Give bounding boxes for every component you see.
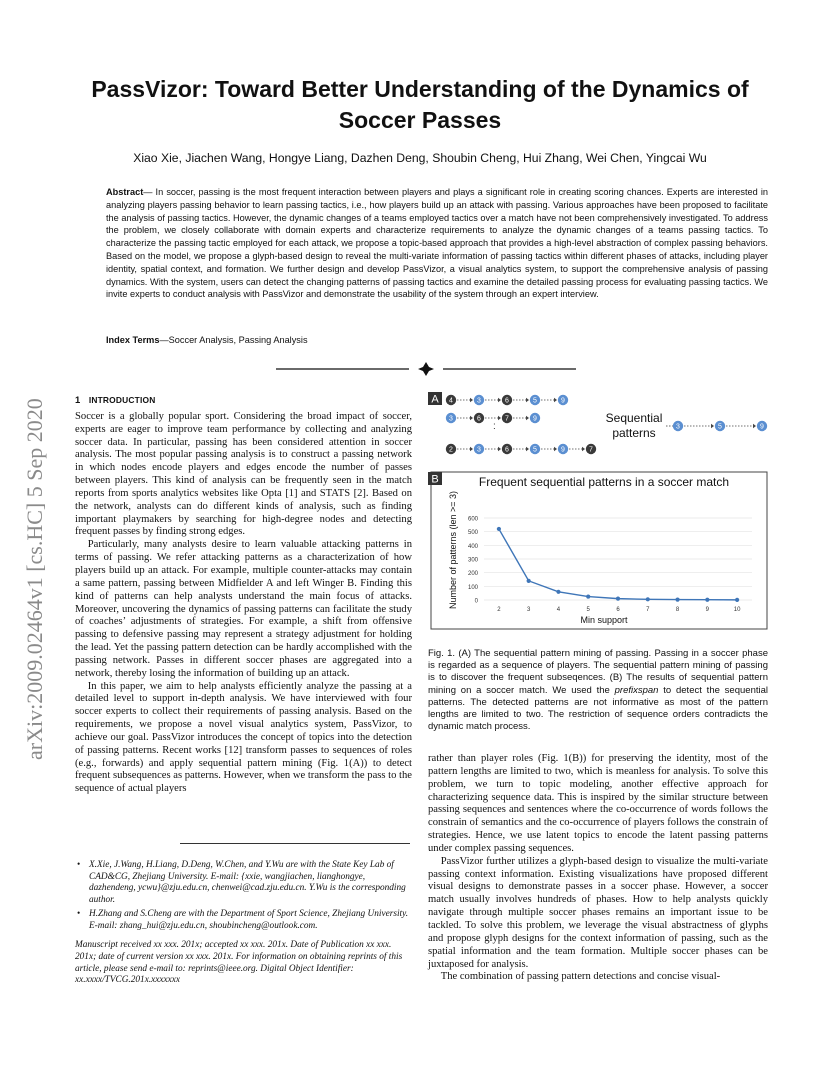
index-terms-label: Index Terms [106, 335, 160, 345]
player-node-label: 2 [449, 446, 453, 454]
x-tick-label: 9 [705, 607, 710, 613]
y-tick-label: 500 [467, 530, 478, 537]
y-tick-label: 600 [467, 516, 478, 523]
x-tick-label: 4 [556, 607, 561, 613]
section-title: INTRODUCTION [88, 395, 156, 405]
paragraph: rather than player roles (Fig. 1(B)) for preserving the identity, most of the pattern lengths are limited to two, which is meanless for analysis. To solve this problem, we turn to topic modeling, another effective approach for characterizing sequence data. This is inspired by the similar structure between passing sequences and sentences where the co-occurrence of words follows the constrain of semantics and the co-occurrence of players follows the constrain of strategies. Hence, we use latent topics to encode the latent passing patterns under complex passing sequences. [428, 753, 768, 854]
panel-a-label: A [431, 393, 439, 406]
player-node-label: 5 [533, 397, 537, 405]
footnote-affiliation: • H.Zhang and S.Cheng are with the Department of Sport Science, Zhejiang University. E-mail: zhang_hui@zju.edu.cn, shoubincheng@outlook.com. [75, 909, 412, 932]
y-tick-label: 300 [467, 557, 478, 564]
arrowhead [753, 424, 756, 428]
player-node-label: 6 [505, 446, 509, 454]
paragraph: The combination of passing pattern detections and concise visual- [440, 971, 721, 983]
paper-title: PassVizor: Toward Better Understanding of the Dynamics of Soccer Passes [91, 76, 749, 133]
arrowhead [711, 424, 714, 428]
pattern-node-label: 3 [676, 423, 680, 431]
arrowhead [526, 447, 529, 451]
data-point [616, 597, 620, 601]
arrowhead [526, 398, 529, 402]
section-heading [75, 394, 412, 407]
y-tick-label: 0 [474, 598, 478, 605]
player-node-label: 9 [561, 397, 565, 405]
paragraph: Particularly, many analysts desire to learn valuable attacking patterns in terms of passing. We refer attacking patterns as a characterization of how players build up an attack. For example, multiple counter-attacks may contain a same pattern, passing between Midfielder A and left Winger B. Finding this kind of patterns can help analysts understand the main focus of attacks. Moreover, uncovering the dynamics of passing patterns can facilitate the study of coaches’ adjustments of strategies. For example, a shift from offensive passing to defensive passing may represent a strategy adjustment for holding the lead. Yet the passing pattern detection can be hardly accomplished with the passing network. Passes in different soccer phases are aggregated into a network, thereby losing the information of building up an attack. [75, 539, 412, 679]
arxiv-id-text: arXiv:2009.02464v1 [cs.HC] 5 Sep 2020 [22, 398, 47, 760]
sequential-label: Sequential [605, 411, 663, 425]
arrowhead [554, 398, 557, 402]
player-node-label: 5 [533, 446, 537, 454]
panel-b [428, 472, 767, 629]
player-node-label: 6 [477, 415, 481, 423]
arrowhead [498, 398, 501, 402]
arxiv-identifier [10, 290, 54, 770]
index-terms-text: —Soccer Analysis, Passing Analysis [159, 335, 308, 345]
data-point [556, 590, 560, 594]
x-tick-label: 3 [526, 607, 531, 613]
x-tick-label: 8 [675, 607, 680, 613]
data-point [586, 594, 590, 598]
paragraph: PassVizor further utilizes a glyph-based design to visualize the multi-variate passing context information. Existing visualizations have proposed different visual designs to demonstrate passes in a soccer phase. However, a soccer match usually involves hundreds of phases. How to help analysts quickly navigate through multiple soccer phases remains an important issue to be tackled. To solve this problem, we leverage the visual abstractness of glyphs and propose glyph designs for the context information of passing, such as the spatial information and the team formation. Multiple soccer phases can be juxtaposed for analysis. [428, 855, 768, 970]
player-node-label: 3 [477, 397, 481, 405]
figure-1 [428, 392, 768, 632]
y-axis-label: Number of patterns (len >= 3) [448, 490, 458, 610]
index-terms [106, 334, 768, 347]
data-point [735, 598, 739, 602]
y-tick-label: 100 [467, 584, 478, 591]
data-point [705, 598, 709, 602]
panel-b-frame [431, 472, 767, 629]
author-list: Xiao Xie, Jiachen Wang, Hongye Liang, Dazhen Deng, Shoubin Cheng, Hui Zhang, Wei Chen, Yingcai Wu [133, 151, 707, 165]
arrowhead [470, 398, 473, 402]
x-tick-label: 6 [616, 607, 620, 613]
footnotes [75, 860, 412, 987]
y-tick-label: 200 [467, 571, 478, 578]
caption-italic: prefixspan [614, 684, 659, 696]
footnote-affiliation: • X.Xie, J.Wang, H.Liang, D.Deng, W.Chen, and Y.Wu are with the State Key Lab of CAD&CG, Zhejiang University. E-mail: {xxie, wangjiachen, lianghongye, dazhendeng, ycwu}@zju.edu.cn, chenwei@cad.zju.edu.cn. Y.Wu is the corresponding author. [75, 860, 412, 907]
player-node-label: 7 [505, 415, 509, 423]
figure-caption [428, 648, 768, 733]
section-number: 1 [75, 394, 81, 405]
arrowhead [526, 416, 529, 420]
footnote-rule [180, 843, 410, 844]
paragraph: Soccer is a globally popular sport. Considering the broad impact of soccer, experts are eager to improve team performance by collecting and analyzing soccer data. In particular, passing has been considered attention in soccer analysis. The most popular passing analysis is to construct a passing network in which nodes encode players and edges encode the number of passes between players. This kind of analysis can be frequently seen in the match reports from sports analytics websites like Opta [1] and STATS [2]. Based on the network, analysts can do different kinds of analysis, such as finding important playmakers by searching for high-degree nodes and detecting frequent passes by finding strong edges. [75, 410, 412, 538]
pattern-node-label: 5 [718, 423, 722, 431]
left-column [75, 394, 412, 796]
arrowhead [582, 447, 585, 451]
data-point [646, 597, 650, 601]
player-node-label: 9 [561, 446, 565, 454]
ellipsis: : [493, 421, 496, 432]
section-divider [276, 362, 576, 376]
panel-b-label: B [431, 473, 439, 486]
right-column [428, 753, 768, 984]
player-node-label: 4 [449, 397, 453, 405]
player-node-label: 3 [449, 415, 453, 423]
chart-title: Frequent sequential patterns in a soccer match [478, 475, 730, 489]
x-tick-label: 2 [497, 607, 501, 613]
pattern-node-label: 9 [760, 423, 764, 431]
abstract [106, 186, 768, 301]
caption-text-end: to detect the sequential patterns. The detected patterns are not informative as most of the pattern lengths are limited to two. The restriction of sequence orders contradicts the dynamic match process. [428, 684, 768, 733]
abstract-text: — In soccer, passing is the most frequent interaction between players and plays a significant role in creating scoring chances. Experts are interested in analyzing players passing behavior to learn passing tactics, i.e., how players build up an attack with passing. Various approaches have been proposed to facilitate the analysis of passing tactics. However, the dynamic changes of a teams employed tactics over a match have not been comprehensively investigated. To address the problem, we closely collaborate with domain experts and characterize requirements to analyze the dynamic changes of a teams passing tactics. To characterize the passing tactic employed for each attack, we propose a topic-based approach that provides a high-level abstraction of complex passing behaviors. Based on the model, we propose a glyph-based design to reveal the multi-variate information of passing tactics within different phases of attacks, including player identity, spatial context, and formation. We further design and develop PassVizor, a visual analytics system, to support the comprehensive analysis of passing dynamics. With the system, users can detect the changing patterns of passing tactics and examine the detailed passing process for evaluating passing tactics. We invite experts to conduct analysis with PassVizor and demonstrate the usability of the system through an expert interview. [106, 187, 768, 300]
abstract-label: Abstract [106, 187, 144, 197]
player-node-label: 6 [505, 397, 509, 405]
arrowhead [554, 447, 557, 451]
player-node-label: 9 [533, 415, 537, 423]
caption-text: Fig. 1. (A) The sequential pattern mining of passing. Passing in a soccer phase is regarded as a sequence of players. The sequential pattern mining of passing is to discover the frequent subseqences. (B) The results of sequential pattern mining on a soccer match. We used the [428, 648, 768, 696]
series-line [499, 529, 737, 600]
x-tick-label: 7 [646, 607, 650, 613]
data-point [675, 597, 679, 601]
x-tick-label: 5 [586, 607, 590, 613]
arrowhead [470, 416, 473, 420]
panel-a [428, 392, 767, 454]
manuscript-info: Manuscript received xx xxx. 201x; accepted xx xxx. 201x. Date of Publication xx xxx. 201x; date of current version xx xxx. 201x. For information on obtaining reprints of this article, please send e-mail to: reprints@ieee.org. Digital Object Identifier: xx.xxxx/TVCG.201x.xxxxxxx [75, 940, 403, 986]
x-axis-label: Min support [580, 615, 628, 625]
arrowhead [470, 447, 473, 451]
paragraph: In this paper, we aim to help analysts efficiently analyze the passing at a detailed level to support in-depth analysis. We have interviewed with four soccer experts to collect their requirements of passing analysis. Based on the requirements, we propose a novel visual analytics system, PassVizor, to achieve our goal. PassVizor introduces the concept of topics into the detection of passing patterns. Recent works [12] transform passes to sequences of roles (e.g., forwards) and apply sequential pattern mining (Fig. 1(A)) to detect frequent subsequences as patterns. However, when we transform the pass to the sequence of actual players [75, 680, 412, 795]
arrowhead [498, 416, 501, 420]
arrowhead [498, 447, 501, 451]
player-node-label: 3 [477, 446, 481, 454]
y-tick-label: 400 [467, 543, 478, 550]
patterns-label: patterns [612, 426, 656, 440]
x-tick-label: 10 [733, 607, 741, 613]
data-point [497, 527, 501, 531]
player-node-label: 7 [589, 446, 593, 454]
data-point [527, 579, 531, 583]
